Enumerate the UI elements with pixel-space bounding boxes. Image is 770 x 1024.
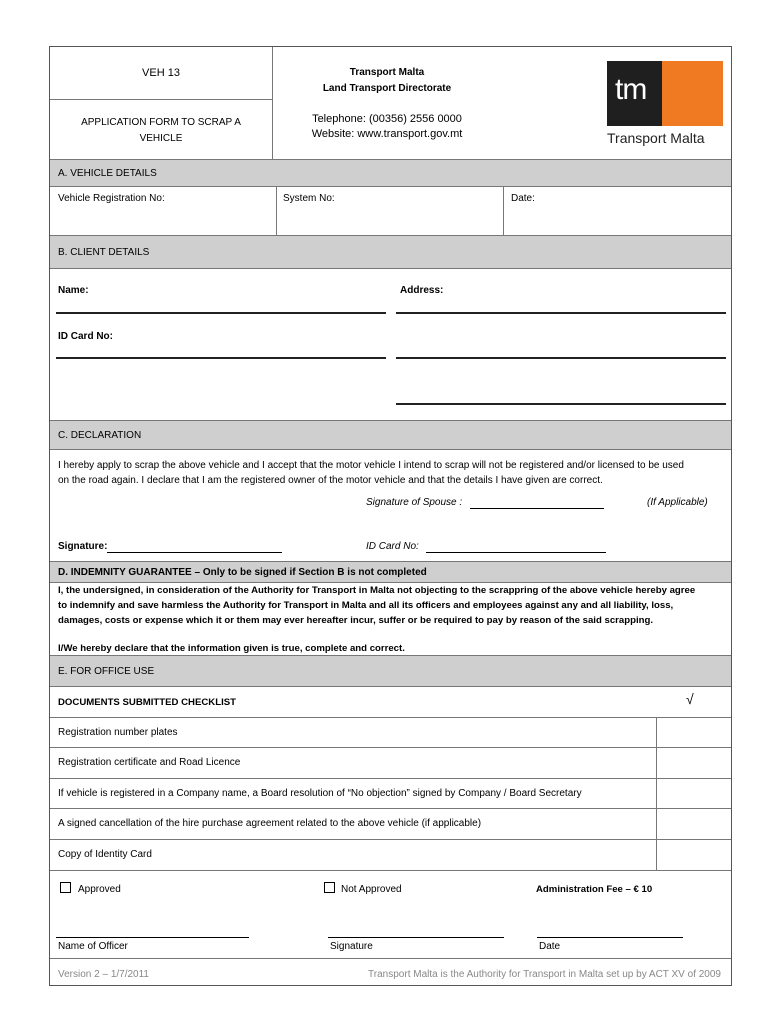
section-a-header: [50, 159, 731, 187]
system-number-field[interactable]: [283, 207, 495, 231]
checklist-item-label: A signed cancellation of the hire purchase agreement related to the above vehicle (if applicable): [58, 818, 482, 829]
signature-label: Signature:: [58, 541, 108, 552]
authority-note: Transport Malta is the Authority for Transport in Malta set up by ACT XV of 2009: [368, 969, 721, 980]
checklist-item-label: Copy of Identity Card: [58, 849, 152, 860]
checklist-item-label: Registration number plates: [58, 727, 178, 738]
indemnity-line-1: I, the undersigned, in consideration of the Authority for Transport in Malta not objecting to the scrappring of the above vehicle hereby agree: [58, 585, 696, 596]
id-card-field[interactable]: [56, 357, 386, 359]
checklist-row-divider: [50, 747, 731, 748]
section-e-title: E. FOR OFFICE USE: [58, 666, 155, 677]
indemnity-line-3: damages, costs or expense which it or them may ever hereafter incur, suffer or be required to pay by reason of the said scrapping.: [58, 615, 653, 626]
not-approved-label: Not Approved: [341, 884, 402, 895]
scrap-vehicle-form: [49, 46, 732, 986]
spouse-signature-field[interactable]: [470, 508, 604, 509]
officer-name-label: Name of Officer: [58, 941, 128, 952]
telephone: Telephone: (00356) 2556 0000: [312, 113, 462, 125]
section-c-header: [50, 420, 731, 450]
section-b-header: [50, 235, 731, 269]
logo-tm-text: tm: [615, 73, 647, 106]
date-label: Date:: [511, 193, 535, 204]
checklist-row-divider: [50, 717, 731, 718]
declaration-line-2: on the road again. I declare that I am the registered owner of the motor vehicle and that the details I have given are correct.: [58, 475, 603, 486]
officer-signature-label: Signature: [330, 941, 373, 952]
address-line-2-field[interactable]: [396, 357, 726, 359]
officer-name-field[interactable]: [56, 937, 249, 938]
footer-divider: [50, 958, 731, 959]
approved-checkbox[interactable]: [60, 882, 71, 893]
section-a-divider-2: [503, 187, 504, 235]
id-card-label: ID Card No:: [58, 331, 113, 342]
checklist-row-divider: [50, 808, 731, 809]
officer-signature-field[interactable]: [328, 937, 504, 938]
checklist-item-check-cell[interactable]: [657, 809, 731, 838]
version-note: Version 2 – 1/7/2011: [58, 969, 149, 980]
checklist-title: DOCUMENTS SUBMITTED CHECKLIST: [58, 697, 237, 708]
checklist-item-check-cell[interactable]: [657, 748, 731, 777]
form-title-line1: APPLICATION FORM TO SCRAP A: [81, 117, 241, 128]
declaration-line-1: I hereby apply to scrap the above vehicle and I accept that the motor vehicle I intend to scrap will not be registered and/or licensed to be used: [58, 460, 684, 471]
form-code: VEH 13: [142, 67, 180, 79]
checklist-item-check-cell[interactable]: [657, 840, 731, 869]
officer-date-field[interactable]: [537, 937, 683, 938]
checklist-row-divider: [50, 778, 731, 779]
officer-date-label: Date: [539, 941, 561, 952]
section-d-title: D. INDEMNITY GUARANTEE – Only to be signed if Section B is not completed: [58, 567, 427, 578]
form-title-line2: VEHICLE: [139, 133, 183, 144]
declaration-id-card-label: ID Card No:: [366, 541, 419, 552]
administration-fee: Administration Fee – € 10: [536, 884, 653, 895]
checklist-item-check-cell[interactable]: [657, 779, 731, 808]
checklist-row-divider: [50, 839, 731, 840]
name-field[interactable]: [56, 312, 386, 314]
header-divider: [272, 47, 273, 159]
address-line-1-field[interactable]: [396, 312, 726, 314]
checklist-item-check-cell[interactable]: [657, 718, 731, 747]
org-name: Transport Malta: [349, 67, 425, 78]
section-a-title: A. VEHICLE DETAILS: [58, 168, 157, 179]
section-e-header: [50, 655, 731, 687]
address-line-3-field[interactable]: [396, 403, 726, 405]
address-label: Address:: [400, 285, 444, 296]
name-label: Name:: [58, 285, 89, 296]
website-link[interactable]: Website: www.transport.gov.mt: [311, 128, 463, 140]
checklist-item-label: If vehicle is registered in a Company name, a Board resolution of “No objection” signed by Company / Board Secretary: [58, 788, 582, 799]
declaration-id-card-field[interactable]: [426, 552, 606, 553]
logo-wordmark: Transport Malta: [607, 130, 705, 146]
indemnity-declaration: I/We hereby declare that the information given is true, complete and correct.: [58, 643, 405, 654]
date-field[interactable]: [511, 207, 723, 231]
signature-field[interactable]: [107, 552, 282, 553]
vehicle-registration-label: Vehicle Registration No:: [58, 193, 165, 204]
section-b-title: B. CLIENT DETAILS: [58, 247, 150, 258]
checkmark-icon: √: [686, 691, 694, 707]
spouse-signature-label: Signature of Spouse :: [366, 497, 463, 508]
indemnity-text: [58, 583, 728, 628]
section-d-header: [50, 561, 731, 583]
header-left-divider: [50, 99, 272, 100]
system-number-label: System No:: [283, 193, 335, 204]
vehicle-registration-field[interactable]: [58, 207, 268, 231]
declaration-text: [58, 458, 728, 488]
approved-label: Approved: [78, 884, 121, 895]
indemnity-line-2: to indemnify and save harmless the Authority for Transport in Malta and all its officers and employees against any and all liability, loss,: [58, 600, 674, 611]
not-approved-checkbox[interactable]: [324, 882, 335, 893]
section-c-title: C. DECLARATION: [58, 430, 142, 441]
if-applicable-note: (If Applicable): [647, 497, 708, 508]
checklist-row-divider: [50, 870, 731, 871]
section-a-divider-1: [276, 187, 277, 235]
logo-orange-block: [662, 61, 723, 126]
org-division: Land Transport Directorate: [322, 83, 452, 94]
checklist-item-label: Registration certificate and Road Licence: [58, 757, 241, 768]
